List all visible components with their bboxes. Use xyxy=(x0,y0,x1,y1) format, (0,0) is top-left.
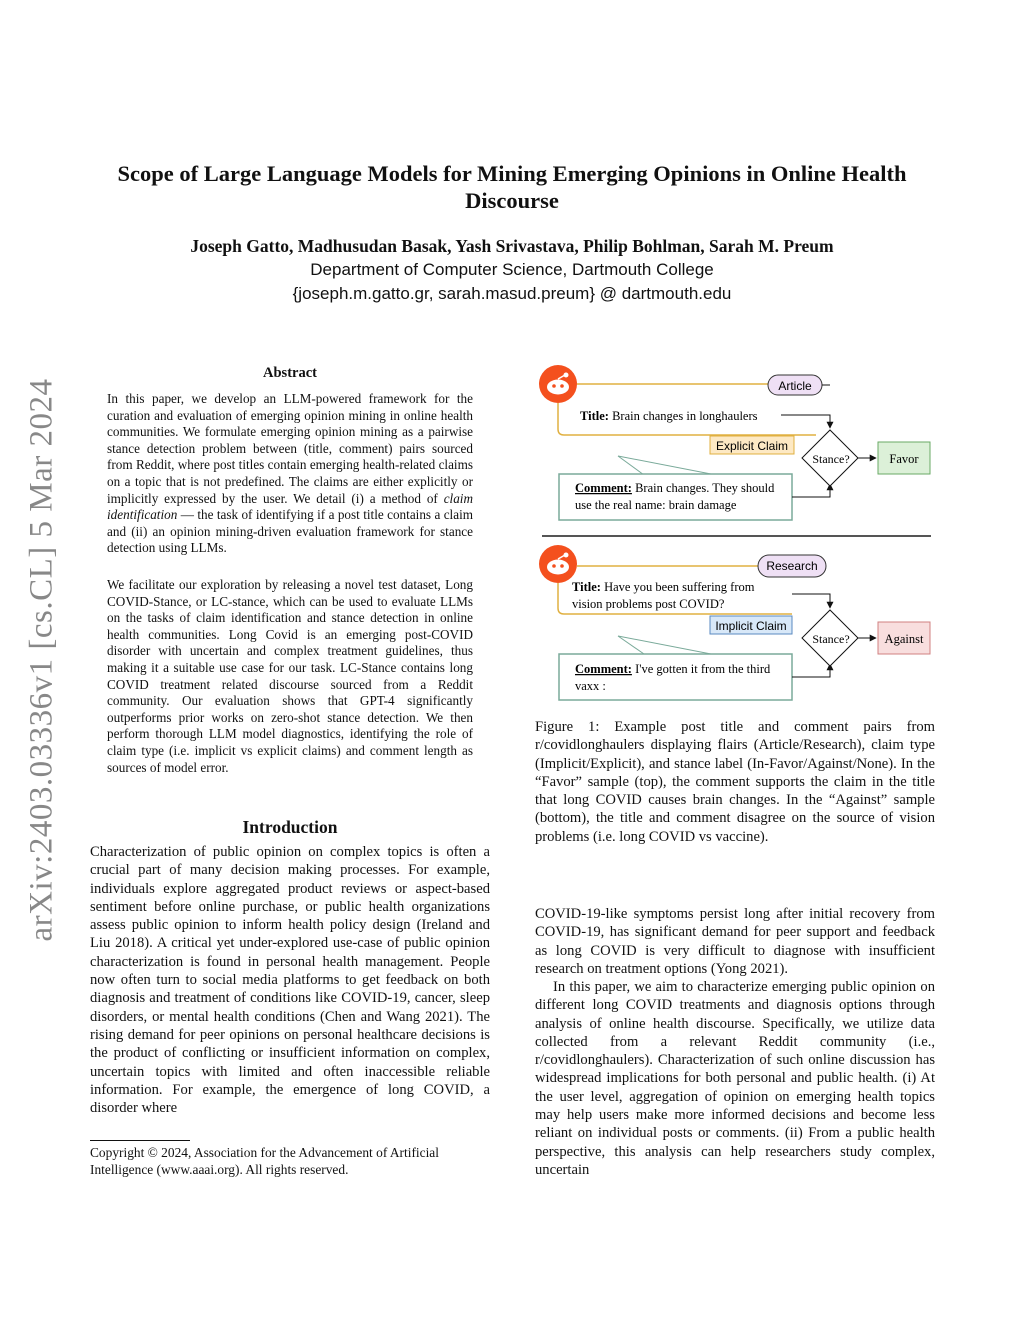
title-text: Title: Have you been suffering from xyxy=(572,580,755,594)
right-paragraph-1: COVID-19-like symptoms persist long after initial recovery from COVID-19, has significant demand for peer support and feedback as long COVID is very difficult to diagnose with insufficient research on treatment options (Yong 2021). xyxy=(535,906,935,977)
stance-decision-label: Stance? xyxy=(812,452,850,466)
stance-decision-label: Stance? xyxy=(812,632,850,646)
reddit-logo-icon xyxy=(539,545,577,583)
author-list: Joseph Gatto, Madhusudan Basak, Yash Srivastava, Philip Bohlman, Sarah M. Preum xyxy=(190,236,834,256)
author-emails: {joseph.m.gatto.gr, sarah.masud.preum} @ dartmouth.edu xyxy=(292,284,732,303)
title-text-line-2: vision problems post COVID? xyxy=(572,597,725,611)
introduction-heading: Introduction xyxy=(242,817,338,837)
stance-result-label: Favor xyxy=(889,452,919,466)
introduction-paragraph: Characterization of public opinion on complex topics is often a crucial part of many decision making processes. For example, individuals explore aggregated product reviews or aspect-based sentiment before online purchase, or public health organizations assess public opinion to inform health policy design (Ireland and Liu 2018). A critical yet under-explored use-case of public opinion characterization is found in personal health management. People now often turn to social media platforms to get feedback on both diagnosis and treatment of conditions like COVID-19, cancer, sleep disorders, or mental health conditions (Chen and Wang 2021). The rising demand for peer opinions on personal healthcare decisions is the product of conflicting or insufficient information on complex, uncertain topics with limited and often inaccessible reliable information. For example, the emergence of long COVID, a disorder where xyxy=(90,844,490,1117)
copyright-footnote: Copyright © 2024, Association for the Advancement of Artificial Intelligence (www.aaai.org). All rights reserved. xyxy=(90,1145,439,1177)
claim-type-label: Implicit Claim xyxy=(715,619,787,633)
paper-title: Scope of Large Language Models for Mining Emerging Opinions in Online Health Discourse xyxy=(117,161,907,213)
stance-result-label: Against xyxy=(884,632,924,646)
claim-type-label: Explicit Claim xyxy=(715,439,789,453)
flair-label: Article xyxy=(778,379,812,393)
affiliation: Department of Computer Science, Dartmouth College xyxy=(310,260,714,279)
abstract-italic-term: claim identification xyxy=(107,490,473,523)
flair-label: Research xyxy=(766,559,818,573)
comment-text-line-2: vaxx : xyxy=(575,679,606,693)
comment-text: Comment: Brain changes. They should xyxy=(575,481,775,495)
comment-text: Comment: I've gotten it from the third xyxy=(575,662,771,676)
arxiv-identifier: arXiv:2403.03336v1 [cs.CL] 5 Mar 2024 xyxy=(23,378,60,942)
figure-1 xyxy=(536,362,936,707)
abstract-paragraph-1: In this paper, we develop an LLM-powered framework for the curation and evaluation of emerging opinion mining in online health communities. We formulate emerging opinion mining as a pairwise stance detection problem between (title, comment) pairs sourced from Reddit, where post titles contain emerging health-related claims on a topic that is not predefined. The claims are either explicitly or implicitly expressed by the user. We detail (i) a method of claim identification — the task of identifying if a post title contains a claim and (ii) an opinion mining-driven evaluation framework for stance detection using LLMs. xyxy=(107,391,473,556)
title-text: Title: Brain changes in longhaulers xyxy=(580,409,758,423)
right-paragraph-2: In this paper, we aim to characterize emerging public opinion on different long COVID treatments and diagnosis options through analysis of online health discourse. Specifically, we utilize data collected from a relevant Reddit community (i.e., r/covidlonghaulers). Characterization of such online discussion has widespread implications for both personal and public health. (i) At the user level, aggregation of opinion on emerging health topics may help users make more informed decisions and become less reliant on individual posts or comments. (ii) From a public health perspective, this analysis can help researchers study complex, uncertain xyxy=(535,979,935,1178)
comment-box xyxy=(559,654,792,700)
abstract-heading: Abstract xyxy=(263,365,317,381)
reddit-logo-icon xyxy=(539,365,577,403)
figure-caption: Figure 1: Example post title and comment pairs from r/covidlonghaulers displaying flairs (Article/Research), claim type (Implicit/Explicit), and stance label (In-Favor/Against/None). In the “Favor” sample (top), the comment supports the claim in the title that long COVID causes brain changes. In the “Against” sample (bottom), the title and comment disagree on the source of vision problems (i.e. long COVID vs vaccine). xyxy=(535,719,935,845)
abstract-paragraph-2: We facilitate our exploration by releasing a novel test dataset, Long COVID-Stance, or LC-stance, which can be used to evaluate LLMs on the tasks of claim identification and stance detection in online health communities. Long Covid is an emerging post-COVID disorder with uncertain and complex treatment guidelines, thus making it a suitable use case for our task. LC-Stance contains long COVID treatment related discourse sourced from a Reddit community. Our evaluation shows that GPT-4 significantly outperforms prior works on zero-shot stance detection. We then perform thorough LLM model diagnostics, identifying the role of claim type (i.e. implicit vs explicit claims) and comment length as sources of model error. xyxy=(107,577,473,775)
comment-text-line-2: use the real name: brain damage xyxy=(575,498,737,512)
footnote-rule xyxy=(90,1140,190,1141)
